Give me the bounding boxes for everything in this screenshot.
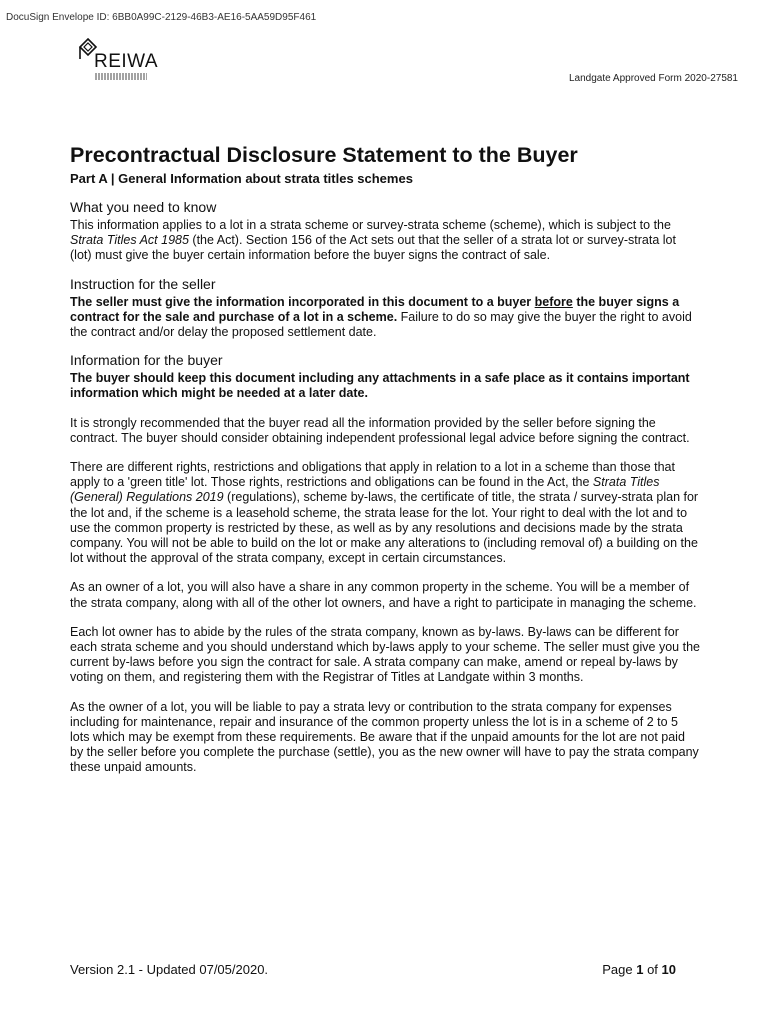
section-heading-need-to-know: What you need to know (70, 199, 217, 215)
part-heading: Part A | General Information about strata titles schemes (70, 171, 413, 186)
buyer-paragraph-legal-advice: It is strongly recommended that the buyer read all the information provided by the seller before signing the contract. The buyer should consider obtaining independent professional legal advice before signing the contract. (70, 415, 690, 445)
total-page-count: 10 (661, 962, 676, 977)
need-to-know-paragraph: This information applies to a lot in a strata scheme or survey-strata scheme (scheme), which is subject to the Strata Titles Act 1985 (the Act). Section 156 of the Act sets out that the seller of a strata lot or survey-strata lot (lot) must give the buyer certain information before the buyer signs the contract of sale. (70, 218, 676, 263)
buyer-paragraph-common-property: As an owner of a lot, you will also have a share in any common property in the scheme. You will be a member of the strata company, along with all of the other lot owners, and have a right to participate in managing the scheme. (70, 580, 697, 610)
current-page-number: 1 (636, 962, 644, 977)
section-heading-buyer: Information for the buyer (70, 352, 223, 369)
reiwa-logo-text: REIWA (94, 51, 159, 72)
page-number-footer: Page 1 of 10 (602, 962, 676, 977)
reiwa-logo (78, 38, 178, 84)
reiwa-logo-tagline (95, 73, 147, 80)
landgate-form-reference: Landgate Approved Form 2020-27581 (568, 73, 738, 84)
seller-instruction-paragraph: The seller must give the information incorporated in this document to a buyer before the buyer signs a contract for the sale and purchase of a lot in a scheme. Failure to do so may give the buyer the right to avoid the contract and/or delay the proposed settlement date. (70, 294, 692, 340)
section-heading-seller: Instruction for the seller (70, 275, 216, 292)
before-emphasis: before (534, 294, 573, 309)
buyer-paragraph-rights: There are different rights, restrictions and obligations that apply in relation to a lot in a scheme than those that apply to a 'green title' lot. Those rights, restrictions and obligations can be found in the Act, the Strata Titles (General) Regulations 2019 (regulations), scheme by-laws, the certificate of title, the strata / survey-strata plan for the lot and, if the scheme is a leasehold scheme, the strata lease for the lot. Your right to deal with the lot and to use the common property is restricted by these, as well as by any resolutions and decisions made by the strata company. You will not be able to build on the lot or make any alterations to (including removal of) a building on the lot without the approval of the strata company, except in certain circumstances. (70, 460, 699, 566)
buyer-paragraph-by-laws: Each lot owner has to abide by the rules of the strata company, known as by-laws. By-laws can be different for each strata scheme and you should understand which by-laws apply to your scheme. The seller must give you the current by-laws before you sign the contract for sale. A strata company can make, amend or repeal by-laws by voting on them, and registering them with the Registrar of Titles at Landgate within 3 months. (70, 624, 700, 685)
buyer-paragraph-strata-levy: As the owner of a lot, you will be liable to pay a strata levy or contribution to the strata company for expenses including for maintenance, repair and insurance of the common property unless the lot is in a scheme of 2 to 5 lots which may be exempt from these requirements. Be aware that if the unpaid amounts for the lot are not paid by the seller before you complete the purchase (settle), you as the new owner will have to pay the strata company these unpaid amounts. (70, 699, 699, 775)
regulations-name: Strata Titles (General) Regulations 2019 (70, 475, 660, 505)
version-footer: Version 2.1 - Updated 07/05/2020. (70, 962, 269, 977)
act-name: Strata Titles Act 1985 (70, 233, 189, 248)
envelope-id: DocuSign Envelope ID: 6BB0A99C-2129-46B3-AE16-5AA59D95F461 (6, 12, 317, 23)
document-body (70, 142, 700, 776)
document-title: Precontractual Disclosure Statement to the Buyer (70, 143, 578, 167)
buyer-keep-document-notice: The buyer should keep this document including any attachments in a safe place as it contains important information which might be needed at a later date. (70, 371, 690, 401)
